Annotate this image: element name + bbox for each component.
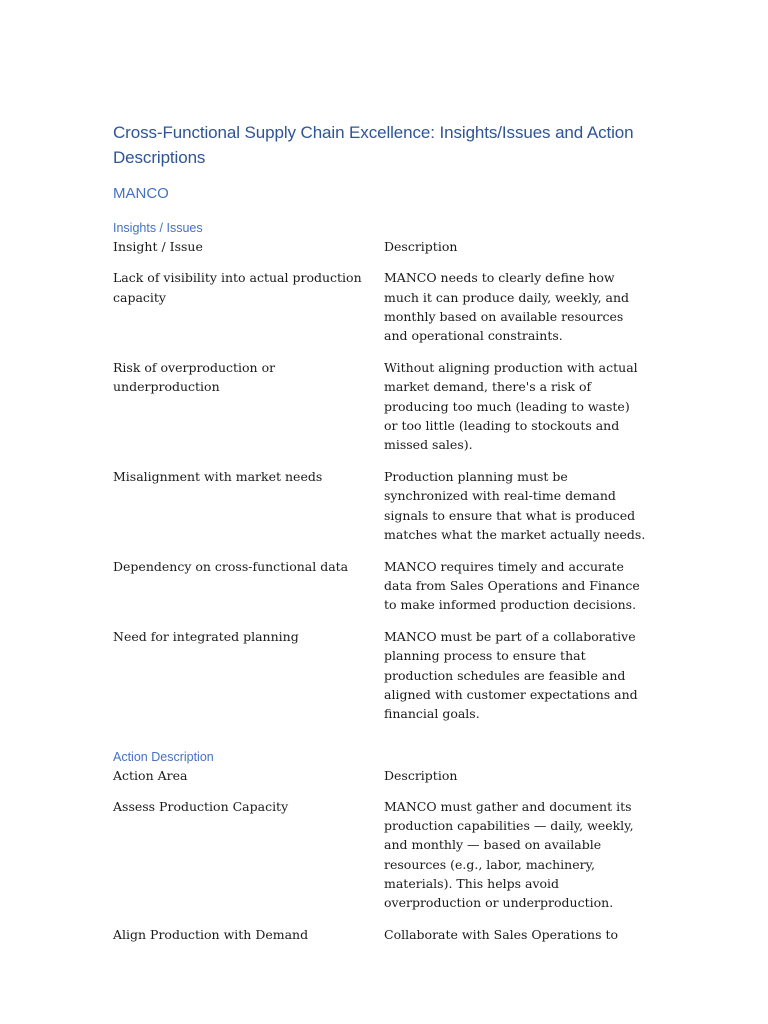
insights-header-row [113, 237, 653, 256]
description-cell: MANCO must gather and document its production capabilities — daily, weekly, and monthly — based on available resources (e.g., labor, machinery, materials). This helps avoid overproduction or underproduction. [384, 798, 634, 911]
table-row [113, 627, 653, 723]
actions-header-row [113, 766, 653, 785]
description-cell: MANCO must be part of a collaborative planning process to ensure that production schedules are feasible and aligned with customer expectations and financial goals. [384, 629, 638, 722]
action-area-cell: Assess Production Capacity [113, 798, 289, 814]
table-row [113, 358, 653, 454]
document-title: Cross-Functional Supply Chain Excellence: Insights/Issues and Action Descriptions [113, 123, 634, 167]
description-cell: MANCO requires timely and accurate data from Sales Operations and Finance to make informed production decisions. [384, 558, 640, 613]
insights-heading: Insights / Issues [113, 221, 203, 235]
issue-cell: Misalignment with market needs [113, 468, 323, 484]
actions-section [113, 748, 653, 945]
table-row [113, 925, 653, 944]
insights-col1-header: Insight / Issue [113, 239, 203, 254]
insights-col2-header: Description [384, 239, 458, 254]
insights-section [113, 219, 653, 724]
table-row [113, 797, 653, 913]
description-cell: Collaborate with Sales Operations to [384, 927, 619, 943]
actions-col2-header: Description [384, 767, 458, 783]
table-row [113, 268, 653, 345]
description-cell: Production planning must be synchronized with real-time demand signals to ensure that what is produced matches what the market actually needs. [384, 468, 646, 542]
issue-cell: Dependency on cross-functional data [113, 558, 349, 574]
issue-cell: Need for integrated planning [113, 629, 299, 645]
section-heading-manco: MANCO [113, 185, 169, 202]
action-area-cell: Align Production with Demand [113, 927, 309, 943]
document-page [113, 120, 653, 957]
actions-heading: Action Description [113, 749, 214, 764]
actions-col1-header: Action Area [113, 767, 188, 783]
table-row [113, 467, 653, 544]
issue-cell: Risk of overproduction or underproduction [113, 359, 276, 395]
table-row [113, 557, 653, 615]
issue-cell: Lack of visibility into actual production capacity [113, 270, 362, 305]
description-cell: MANCO needs to clearly define how much it can produce daily, weekly, and monthly based on available resources and operational constraints. [384, 270, 630, 344]
description-cell: Without aligning production with actual market demand, there's a risk of producing too much (leading to waste) or too little (leading to stockouts and missed sales). [384, 359, 638, 453]
